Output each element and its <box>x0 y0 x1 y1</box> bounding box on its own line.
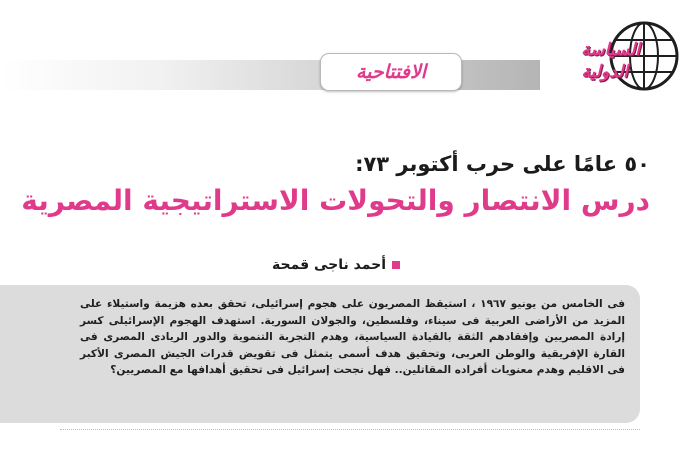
section-label: الافتتاحية <box>355 61 427 83</box>
author-bullet-icon <box>392 261 400 269</box>
article-title: درس الانتصار والتحولات الاستراتيجية المصرية <box>21 184 650 217</box>
article-kicker: ٥٠ عامًا على حرب أكتوبر ٧٣: <box>355 152 650 176</box>
magazine-logo <box>530 18 680 102</box>
author-byline <box>272 257 400 273</box>
divider <box>60 429 640 430</box>
logo-text-line2: الدولية <box>581 62 628 82</box>
author-name: أحمد ناجى قمحة <box>271 257 386 273</box>
logo-text-line1: السياسة <box>581 40 640 60</box>
section-tab <box>320 53 462 91</box>
abstract-text: فى الخامس من يونيو ١٩٦٧ ، استيقظ المصريون على هجوم إسرائيلى، تحقق بعده هزيمة واستيلاء على المزيد من الأراضى العربية فى سيناء، وفلسطين، والجولان السورية. استهدف الهجوم الإسرائيلى كسر إرادة المصريين وإفقادهم الثقة بالقيادة السياسية، وهدم التجربة التنموية والدور الريادى المصرى فى القارة الإفريقية والوطن العربى، وتحقيق هدف أسمى يتمثل فى تقويض قدرات الجيش المصرى الأكبر فى الاقليم وهدم معنويات أفراده المقاتلين.. فهل نجحت إسرائيل فى تحقيق أهدافها مع المصريين؟ <box>80 298 626 377</box>
